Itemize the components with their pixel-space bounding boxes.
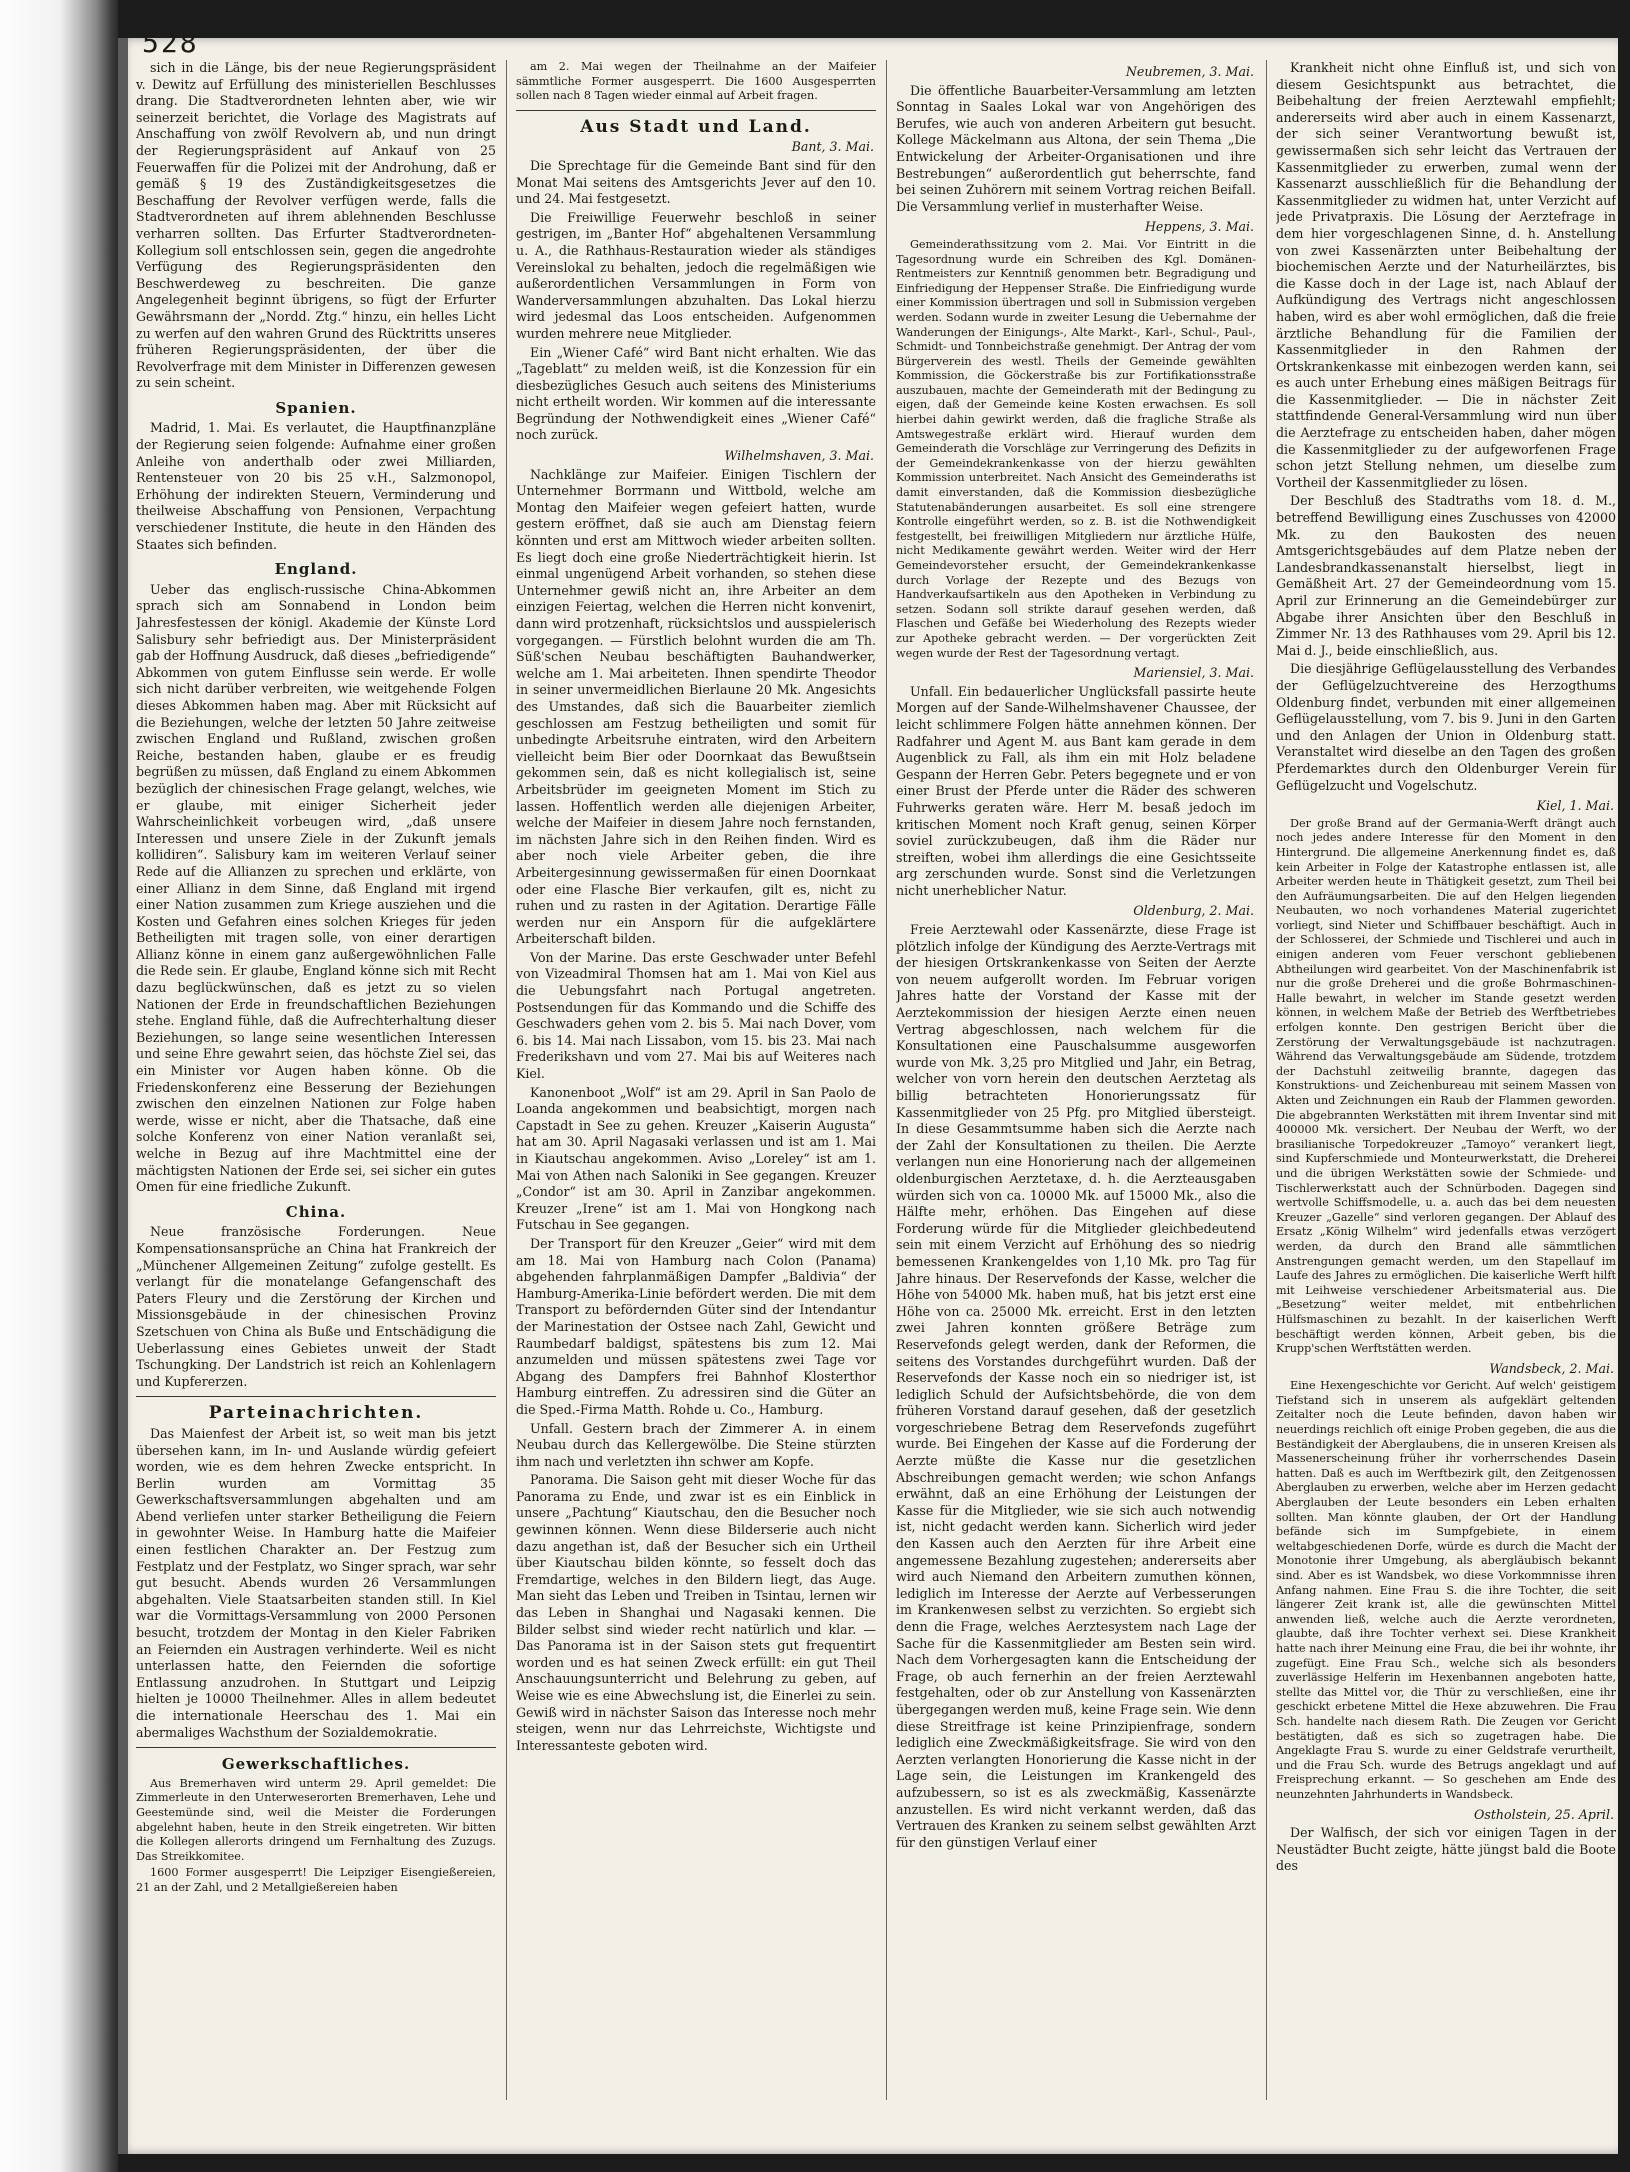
article-paragraph: Eine Hexengeschichte vor Gericht. Auf welch' geistigem Tiefstand sich in unserem als aufgeklärt geltenden Zeitalter noch die Leute befinden, davon haben wir neuerdings reichlich oft einige Proben gegeben, die aus die Beständigkeit der Aberglaubens, die in unseren Kreisen als Massenerscheinung früher ihr vorherrschendes Dasein hatten. Daß es auch im Werftbezirk gilt, den Zeitgenossen Aberglauben zu erwerben, welche aber im Herzen gedacht Aberglauben der Leute besonders ein Leben erhalten sollten. Man könnte glauben, der Ort der Handlung befände sich im Sumpfgebiete, in einem weltabgeschiedenen Dorfe, würde es durch die Macht der Monotonie ihrer Umgebung, als abergläubisch bekannt sind. Aber es ist Wandsbek, wo diese Vorkommnisse ihren Anfang nahmen. Eine Frau S. die ihre Tochter, die seit längerer Zeit krank ist, alle die gewünschten Mittel anwenden ließ, welche auch die Aerzte verordneten, glaubte, daß ihre Tochter verhext sei. Diese Krankheit hatte nach ihrer Meinung eine Frau, die bei ihr wohnte, ihr zugefügt. Eine Frau Sch., welche sich als besonders zuverlässige Helferin im Hexenbannen angeboten hatte, stellte das Mittel vor, die Thür zu verschließen, eine ihr geschickt erbetene Mittel die Hexe abzuwehren. Die Frau Sch. handelte nach diesem Rath. Die Zeugen vor Gericht bestätigten, daß es sich so zugetragen habe. Die Angeklagte Frau S. wurde zu einer Geldstrafe verurtheilt, und die Frau Sch. wurde des Betrugs angeklagt und auf Freisprechung erkannt. — So geschehen am Ende des neunzehnten Jahrhunderts in Wandsbeck. <box>1276 1379 1616 1801</box>
book-binding-edge <box>0 0 118 2172</box>
article-paragraph: Krankheit nicht ohne Einfluß ist, und sich von diesem Gesichtspunkt aus betrachtet, die Beibehaltung der freien Aerztewahl empfiehlt; andererseits wird aber auch in einem Kassenarzt, der sich seiner Verantwortung bewußt ist, gewissermaßen sich sehr leicht das Vertrauen der Kassenmitglieder zu erwerben, zumal wenn der Kassenarzt ausschließlich für die Behandlung der Kassenmitglieder zu widmen hat, unter Verzicht auf jede Privatpraxis. Die Lösung der Aerztefrage in dem hier vorgeschlagenen Sinne, d. h. Anstellung von zwei Kassenärzten unter Beibehaltung der biochemischen Aerzte und der Naturheilärztes, bis die Kasse doch in der Lage ist, nach Ablauf der Aufkündigung des Vertrags nicht angeschlossen haben, wird es aber wohl ermöglichen, daß die freie ärztliche Behandlung für die Familien der Kassenmitglieder in den Rahmen der Ortskrankenkasse mit einbezogen werden kann, sei es auch unter Erhebung eines mäßigen Beitrags für die Kassenmitglieder. — Die in nächster Zeit stattfindende General-Versammlung wird nun über die Aerztefrage zu entscheiden haben, daher mögen die Kassenmitglieder zu der aufgeworfenen Frage schon jetzt Stellung nehmen, um dieselbe zum Vortheil der Kassenmitglieder zu lösen. <box>1276 60 1616 490</box>
article-paragraph: Kanonenboot „Wolf“ ist am 29. April in San Paolo de Loanda angekommen und beabsichtigt, morgen nach Capstadt in See zu gehen. Kreuzer „Kaiserin Augusta“ hat am 30. April Nagasaki verlassen und ist am 1. Mai in Kiautschau angekommen. Aviso „Loreley“ ist am 1. Mai von Athen nach Saloniki in See gegangen. Kreuzer „Condor“ ist am 30. April in Zanzibar angekommen. Kreuzer „Irene“ ist am 1. Mai von Hongkong nach Futschau in See gegangen. <box>516 1084 876 1233</box>
dateline: Wilhelmshaven, 3. Mai. <box>724 448 874 464</box>
article-paragraph: Gemeinderathssitzung vom 2. Mai. Vor Eintritt in die Tagesordnung wurde ein Schreiben des Kgl. Domänen-Rentmeisters zur Kenntniß genommen betr. Begradigung und Einfriedigung der Heppenser Straße. Die Einfriedigung wurde einer Kommission übertragen und soll in Submission vergeben werden. Sodann wurde in zweiter Lesung die Uebernahme der Wanderungen der Einigungs-, Alte Markt-, Karl-, Schul-, Paul-, Schmidt- und Tonnbeichstraße genehmigt. Der Antrag der vom Bürgerverein des westl. Theils der Gemeinde gewählten Kommission, die Göckerstraße bis zur Fortifikationsstraße auszubauen, machte der Gemeinderath mit der Bedingung zu eigen, daß der Gemeinde keine Kosten erwachsen. Es soll hierbei dahin gewirkt werden, daß die fragliche Straße als Amtswegestraße erklärt wird. Hierauf wurden dem Gemeinderath die Vorschläge zur Verringerung des Defizits in der Gemeindekrankenkasse von der hierzu gewählten Kommission unterbreitet. Nach Ansicht des Gemeinderaths ist damit einverstanden, daß die Kommission diesbezügliche Statutenabänderungen ausarbeitet. Es soll eine strengere Kontrolle eingeführt werden, so z. B. ist die Nothwendigkeit festgestellt, bei freiwilligen Mitgliedern nur ärztliche Hülfe, nicht Medikamente gewährt werden. Weiter wird der Herr Gemeindevorsteher ersucht, der Gemeindekrankenkasse durch Vorlage der Rezepte und des Bezugs von Handverkaufsartikeln aus den Apotheken in Verbindung zu setzen. Sodann soll strikte darauf gesehen werden, daß Flaschen und Gefäße bei Wiederholung des Rezepts wieder zur Apotheke gebracht werden. — Der vorgerückten Zeit wegen wurde der Rest der Tagesordnung vertagt. <box>896 237 1256 660</box>
article-paragraph: Freie Aerztewahl oder Kassenärzte, diese Frage ist plötzlich infolge der Kündigung des Aerzte-Vertrags mit der hiesigen Ortskrankenkasse von Seiten der Aerzte von neuem aufgerollt worden. Im Februar vorigen Jahres hatte der Vorstand der Kasse mit der Aerztekommission der hiesigen Aerzte einen neuen Vertrag abgeschlossen, nach welchem für die Konsultationen eine Pauschalsumme ausgeworfen wurde von Mk. 3,25 pro Mitglied und Jahr, ein Betrag, welcher von vorn herein den deutschen Aerztetag als billig betrachteten Honorierungssatz für Kassenmitglieder von 25 Pfg. pro Mitglied übersteigt. In diese Gesammtsumme haben sich die Aerzte nach der Zahl der Konsultationen zu theilen. Die Aerzte verlangen nun eine Honorierung nach der allgemeinen oldenburgischen Aerztetaxe, d. h. die Aerzteausgaben würden sich von ca. 10000 Mk. auf 15000 Mk., also die Hälfte mehr, erhöhen. Das Eingehen auf diese Forderung würde für die Mitglieder gleichbedeutend sein mit einem Verzicht auf Erhöhung des so niedrig bemessenen Krankengeldes von 1,10 Mk. pro Tag für Jahre hinaus. Der Reservefonds der Kasse, welcher die Höhe von 54000 Mk. haben muß, hat bis jetzt erst eine Höhe von ca. 25000 Mk. erreicht. Erst in den letzten zwei Jahren konnten größere Beträge zum Reservefonds gelegt werden, dank der Reformen, die seitens des Vorstandes durchgeführt wurden. Daß der Reservefonds der Kasse noch ein so niedriger ist, ist lediglich Schuld der Aufsichtsbehörde, die von dem früheren Vorstand darauf gesehen, daß der gesetzlich vorgeschriebene Betrag dem Reservefonds zugeführt wurde. Bei Eingehen der Kasse auf die Forderung der Aerzte müßte die Kasse nur die gesetzlichen Abschreibungen gemacht werden; wie schon Anfangs erwähnt, daß an eine Erhöhung der Leistungen der Kasse für die Mitglieder, wie sie sich auch notwendig ist, nicht gedacht werden kann. Sicherlich wird jeder den Kassen auch den Aerzten für ihre Arbeit eine angemessene Bezahlung zugestehen; andererseits aber wird auch Niemand den Arbeitern zumuthen können, lediglich im Interesse der Aerzte auf Verbesserungen im Krankenwesen selbst zu verzichten. So ergiebt sich denn die Frage, welches Aerztesystem nach Lage der Sache für die Kassenmitglieder am Besten sein wird. Nach dem Vorhergesagten kann die Entscheidung der Frage, ob auch fernerhin an der freien Aerztewahl festgehalten, oder ob zur Anstellung von Kassenärzten übergegangen werden muß, keine Frage sein. Wie denn diese Streitfrage ist keine Prinzipienfrage, sondern lediglich eine Zweckmäßigkeitsfrage. Sie wird von den Aerzten verlangten Honorierung die Kasse nicht in der Lage sein, die Leistungen im Krankengeld des aufzubessern, so ist es als zweckmäßig, Kassenärzte anzustellen. Es wird nicht verkannt werden, daß das Vertrauen des Kranken zu seinem selbst gewählten Arzt für den günstigen Verlauf einer <box>896 922 1256 1850</box>
article-paragraph: Ueber das englisch-russische China-Abkommen sprach sich am Sonnabend in London beim Jahresfestessen der königl. Akademie der Künste Lord Salisbury sehr befriedigt aus. Der Ministerpräsident gab der Hoffnung Ausdruck, daß dieses „befriedigende“ Abkommen von gutem Einflusse sein werde. Er wolle sich nicht darüber verbreiten, wie weitgehende Folgen dieses Abkommen haben mag. Aber mit Rücksicht auf die Beziehungen, welche der letzten 50 Jahre zeitweise zwischen England und Rußland, zwischen großen Reiche, bestanden haben, glaube er es freudig begrüßen zu müssen, daß England zu einem Abkommen bezüglich der chinesischen Frage gelangt, welches, wie er glaube, mit einiger Sicherheit jeder Wahrscheinlichkeit vorbeugen wird, „daß unsere Interessen und unsere Ziele in der Zukunft jemals kollidiren“. Salisbury kam im weiteren Verlauf seiner Rede auf die Allianzen zu sprechen und erklärte, von einer Allianz in dem Sinne, daß England mit irgend einer Nation zusammen zum Kriege ausziehen und die Kosten und Gefahren eines solchen Krieges für jeden Betheiligten mit tragen solle, von einer derartigen Allianz könne in einem ganz außergewöhnlichen Falle die Rede sein. Er glaube, England könne sich mit Recht dazu beglückwünschen, daß es jetzt zu so vielen Nationen der Erde in freundschaftlichen Beziehungen stehe. England fühle, daß die Aufrechterhaltung dieser Beziehungen, so lange seine wesentlichen Interessen und seine Ehre gewahrt seien, das höchste Ziel sei, das ein Minister vor Augen haben könne. Ob die Friedenskonferenz eine Besserung der Beziehungen zwischen den einzelnen Nationen zur Folge haben werde, wisse er nicht, aber die Thatsache, daß eine solche Konferenz von einer Nation veranlaßt sei, welche in Bezug auf ihre Machtmittel eine der mächtigsten Nationen der Erde sei, sei sicher ein gutes Omen für eine friedliche Zukunft. <box>136 581 496 1195</box>
article-paragraph: Madrid, 1. Mai. Es verlautet, die Hauptfinanzpläne der Regierung seien folgende: Aufnahme einer großen Anleihe von anderthalb oder zwei Milliarden, Rentensteuer von 20 bis 25 v.H., Salzmonopol, Erhöhung der indirekten Steuern, Verminderung und theilweise Abschaffung von Pensionen, Verpachtung verschiedener Institute, die heute in den Händen des Staates sich befinden. <box>136 420 496 552</box>
page-number: 528 <box>142 26 199 59</box>
column-1 <box>136 60 496 2100</box>
column-3 <box>896 60 1256 2100</box>
dateline: Oldenburg, 2. Mai. <box>1133 903 1254 919</box>
article-paragraph: Die Sprechtage für die Gemeinde Bant sind für den Monat Mai seitens des Amtsgerichts Jever auf den 10. und 24. Mai festgesetzt. <box>516 157 876 207</box>
article-paragraph: Der Walfisch, der sich vor einigen Tagen in der Neustädter Bucht zeigte, hätte jüngst bald die Boote des <box>1276 1825 1616 1874</box>
dateline: Heppens, 3. Mai. <box>1144 219 1254 235</box>
article-paragraph: Unfall. Gestern brach der Zimmerer A. in einem Neubau durch das Kellergewölbe. Die Steine stürzten ihm nach und verletzten ihn schwer am Kopfe. <box>516 1420 876 1469</box>
article-paragraph: am 2. Mai wegen der Theilnahme an der Maifeier sämmtliche Former ausgesperrt. Die 1600 Ausgesperrten sollen nach 8 Tagen wieder einmal auf Arbeit fragen. <box>516 60 876 103</box>
section-rule <box>516 110 876 111</box>
section-rule <box>136 1396 496 1397</box>
section-heading: Gewerkschaftliches. <box>221 1755 411 1774</box>
article-paragraph: Der Transport für den Kreuzer „Geier“ wird mit dem am 18. Mai von Hamburg nach Colon (Panama) abgehenden fahrplanmäßigen Dampfer „Baldivia“ der Hamburg-Amerika-Linie befördert werden. Die mit dem Transport zu befördernden Güter sind der Intendantur der Marinestation der Ostsee nach Zahl, Gewicht und Raumbedarf baldigst, spätestens bis zum 12. Mai anzumelden und müssen spätestens zwei Tage vor Abgang des Dampfers frei Bahnhof Klosterthor Hamburg eintreffen. Zu adressiren sind die Güter an die Sped.-Firma Matth. Rohde u. Co., Hamburg. <box>516 1235 876 1417</box>
dateline: Mariensiel, 3. Mai. <box>1133 665 1254 681</box>
section-heading: Parteinachrichten. <box>208 1403 424 1424</box>
article-paragraph: Neue französische Forderungen. Neue Kompensationsansprüche an China hat Frankreich der „Münchener Allgemeinen Zeitung“ zufolge gestellt. Es verlangt für die monatelange Gefangenschaft des Paters Fleury und die Zerstörung der Kirchen und Missionsgebäude in der chinesischen Provinz Szetschuen von China als Buße und Entschädigung die Ueberlassung eines Gebietes unweit der Stadt Tschungking. Der Landstrich ist reich an Kohlenlagern und Kupfererzen. <box>136 1224 496 1389</box>
article-paragraph: Das Maienfest der Arbeit ist, so weit man bis jetzt übersehen kann, im In- und Auslande würdig gefeiert worden, wie es dem hehren Zwecke entspricht. In Berlin wurden am Vormittag 35 Gewerkschaftsversammlungen abgehalten und am Abend verliefen unter starker Betheiligung die Feiern in gewohnter Weise. In Hamburg hatte die Maifeier einen festlichen Charakter an. Der Festzug zum Festplatz und der Festplatz, wo Singer sprach, war sehr gut besucht. Abends wurden 26 Versammlungen abgehalten. Viele Staatsarbeiten standen still. In Kiel war die Vormittags-Versammlung von 2000 Personen besucht, trotzdem der Montag in den Kieler Fabriken an Feiernden ein Austragen verhinderte. Weil es nicht unterlassen hatte, den Feiernden die sofortige Entlassung anzudrohen. In Stuttgart und Leipzig hielten je 10000 Theilnehmer. Alles in allem bedeutet die internationale Heerschau des 1. Mai ein abermaliges Wachsthum der Sozialdemokratie. <box>136 1425 496 1740</box>
article-paragraph: Die diesjährige Geflügelausstellung des Verbandes der Geflügelzuchtvereine des Herzogthums Oldenburg findet, verbunden mit einer allgemeinen Geflügelausstellung, vom 7. bis 9. Juni in den Garten und den Anlagen der Union in Oldenburg statt. Veranstaltet wird dieselbe an den Tagen des großen Pferdemarktes durch den Oldenburger Verein für Geflügelzucht und Vogelschutz. <box>1276 661 1616 793</box>
dateline: Bant, 3. Mai. <box>791 139 874 155</box>
article-paragraph: Von der Marine. Das erste Geschwader unter Befehl von Vizeadmiral Thomsen hat am 1. Mai von Kiel aus die Uebungsfahrt nach Portugal angetreten. Postsendungen für das Kommando und die Schiffe des Geschwaders gehen vom 2. bis 5. Mai nach Dover, vom 6. bis 14. Mai nach Lissabon, vom 15. bis 23. Mai nach Frederikshavn und vom 27. Mai bis auf Weiteres nach Kiel. <box>516 949 876 1082</box>
column-divider <box>506 60 507 2100</box>
article-paragraph: Nachklänge zur Maifeier. Einigen Tischlern der Unternehmer Borrmann und Wittbold, welche am Montag den Maifeier wegen gefeiert hatten, wurde gestern eröffnet, daß sie auch am Dienstag feiern könnten und erst am Mittwoch wieder arbeiten sollten. Es liegt doch eine große Niederträchtigkeit hierin. Ist einmal ungenügend Arbeit vorhanden, so stehen diese Unternehmer gewiß nicht an, ihre Arbeiter an dem einzigen Feiertag, welchen die Herren nicht konvenirt, dann wird protzenhaft, rücksichtslos und ausspielerisch vorgegangen. — Fürstlich belohnt wurden die am Th. Süß'schen Neubau beschäftigten Bauhandwerker, welche am 1. Mai arbeiteten. Ihnen spendirte Theodor in seiner unvermeidlichen Bierlaune 20 Mk. Angesichts des Umstandes, daß sich die Bauarbeiter ziemlich geschlossen am Festzug betheiligten und somit für unbedingte Arbeitsruhe eintraten, wird den Arbeitern vielleicht beim Bier oder Doornkaat das Bewußtsein gekommen sein, daß es nicht kollegialisch ist, seine Arbeitsbrüder im geeigneten Moment im Stich zu lassen. Hoffentlich werden alle diejenigen Arbeiter, welche der Maifeier in diesem Jahre noch fernstanden, im nächsten Jahre sich in den Reihen finden. Wird es aber noch viele Arbeiter geben, die ihre Arbeitergesinnung gewissermaßen für einen Doornkaat oder eine Flasche Bier verkaufen, gilt es, nicht zu ruhen und zu rasten in der Agitation. Derartige Fälle werden nur ein Ansporn für die aufgeklärtere Arbeiterschaft bilden. <box>516 466 876 947</box>
section-heading: England. <box>274 560 358 579</box>
column-2 <box>516 60 876 2100</box>
article-paragraph: Der Beschluß des Stadtraths vom 18. d. M., betreffend Bewilligung eines Zuschusses von 42000 Mk. zu den Baukosten des neuen Amtsgerichtsgebäudes auf dem Platze neben der Landesbrandkassenanstalt hierselbst, liegt in Gemäßheit Art. 27 der Gemeindeordnung vom 15. April zur Erinnerung an die Gemeindebürger zur Abgabe ihrer Ansichten über den Beschluß in Zimmer Nr. 13 des Rathhauses vom 29. April bis 12. Mai d. J., beide einschließlich, aus. <box>1276 493 1616 658</box>
section-heading: Aus Stadt und Land. <box>580 116 812 137</box>
article-paragraph: Die öffentliche Bauarbeiter-Versammlung am letzten Sonntag in Saales Lokal war von Angehörigen des Berufes, wie auch von anderen Arbeitern gut besucht. Kollege Mäckelmann aus Altona, der sein Thema „Die Entwickelung der Arbeiter-Organisationen und ihre Bestrebungen“ außerordentlich gut beherrschte, fand bei seinen Zuhörern mit seinem Vortrag reichen Beifall. Die Versammlung verlief in musterhafter Weise. <box>896 82 1256 214</box>
article-paragraph: sich in die Länge, bis der neue Regierungspräsident v. Dewitz auf Erfüllung des ministeriellen Beschlusses drang. Die Stadtverordneten lehnten aber, wie wir seinerzeit berichtet, die Vorlage des Magistrats auf Anschaffung von zwölf Revolvern ab, und nun dringt der Regierungspräsident auf Ankauf von 25 Feuerwaffen für die Polizei mit der Androhung, daß er gemäß § 19 des Zuständigkeitsgesetzes die Beschaffung der Revolver verfügen werde, falls die Stadtverordneten auf ihrem ablehnenden Beschlusse verharren sollten. Das Erfurter Stadtverordneten-Kollegium soll entschlossen sein, gegen die angedrohte Verfügung des Regierungspräsidenten den Beschwerdeweg zu beschreiten. Die ganze Angelegenheit beginnt übrigens, so fügt der Erfurter Gewährsmann der „Nordd. Ztg.“ hinzu, ein helles Licht zu werfen auf den wahren Grund des Rücktritts unseres früheren Regierungspräsidenten, der über die Revolverfrage mit dem Minister in Differenzen gewesen zu sein scheint. <box>136 60 496 391</box>
dateline: Kiel, 1. Mai. <box>1536 798 1614 814</box>
section-heading: Spanien. <box>275 398 357 417</box>
dateline: Wandsbeck, 2. Mai. <box>1489 1360 1614 1376</box>
column-divider <box>886 60 887 2100</box>
article-paragraph: Ein „Wiener Café“ wird Bant nicht erhalten. Wie das „Tageblatt“ zu melden weiß, ist die Konzession für ein diesbezügliches Gesuch auch seitens des Ministeriums nicht ertheilt worden. Wir kommen auf die interessante Begründung der Nothwendigkeit eines „Wiener Café“ noch zurück. <box>516 344 876 443</box>
section-rule <box>136 1747 496 1748</box>
dateline: Neubremen, 3. Mai. <box>1125 64 1254 79</box>
article-paragraph: Der große Brand auf der Germania-Werft drängt auch noch jedes andere Interesse für den Moment in den Hintergrund. Die allgemeine Anerkennung findet es, daß kein Arbeiter in Folge der Katastrophe entlassen ist, alle Arbeiter werden heute in Thätigkeit gesetzt, zum Theil bei den Aufräumungsarbeiten. Die auf den Helgen liegenden Neubauten, wo noch vorhandenes Material zugerichtet vorliegt, sind Nieter und Schiffbauer beschäftigt. Auch in der Schlosserei, der Schmiede und Tischlerei und auch in einigen anderen vom Feuer verschont gebliebenen Abtheilungen wird gearbeitet. Von der Maschinenfabrik ist nur die große Dreherei und die große Bohrmaschinen-Halle bewahrt, in welcher im Stande gesetzt werden können, in welchem Maße der Betrieb des Werftbetriebes erfolgen konnte. Den gestrigen Bericht über die Zerstörung der Verwaltungsgebäude ist nachzutragen. Während das Verwaltungsgebäude am Südende, trotzdem der Dachstuhl zeitweilig brannte, dagegen das Konstruktions- und Zeichenbureau mit seinem Massen von Akten und Zeichnungen ein Raub der Flammen geworden. Die abgebrannten Werkstätten mit ihrem Inventar sind mit 400000 Mk. versichert. Der Neubau der Werft, wo der brasilianische Torpedokreuzer „Tamoyo“ verankert liegt, sind Kupferschmiede und Monteurwerkstatt, die Dreherei und die übrigen Werkstätten sowie der Schmiede- und Tischlerwerkstatt auch der Schnürboden. Dagegen sind wertvolle Schiffsmodelle, u. a. auch das bei dem neuesten Kreuzer „Gazelle“ sind verloren gegangen. Der Ablauf des Ersatz „König Wilhelm“ wird jedenfalls etwas verzögert werden, da durch den Brand alle sämmtlichen Anstrengungen gemacht werden, um den Stapellauf im Laufe des Jahres zu ermöglichen. Die kaiserliche Werft hilft mit Leihweise verschiedener Arbeitsmaterial aus. Die „Besetzung“ weiter meldet, mit entbehrlichen Hülfsmaschinen zu bezahlt. In der kaiserlichen Werft beschäftigt werden können, Arbeit geben, bis die Krupp'schen Werftstätten werden. <box>1276 816 1616 1356</box>
article-paragraph: 1600 Former ausgesperrt! Die Leipziger Eisengießereien, 21 an der Zahl, und 2 Metallgießereien haben <box>136 1866 496 1894</box>
article-paragraph: Unfall. Ein bedauerlicher Unglücksfall passirte heute Morgen auf der Sande-Wilhelmshavener Chaussee, der leicht schlimmere Folgen hätte annehmen können. Der Radfahrer und Agent M. aus Bant kam gerade in dem Augenblick zu Fall, als ihm ein mit Holz beladene Gespann der Herren Gebr. Peters begegnete und er von einer Brust der Pferde unter die Räder des schweren Fuhrwerks geraten wäre. Herr M. besaß jedoch im kritischen Moment noch Kraft genug, seinen Körper soviel zurückzubeugen, daß ihm die Räder nur streiften, wobei ihm allerdings die eine Gesichtsseite arg zerschunden wurde. Sonst sind die Verletzungen nicht unerheblicher Natur. <box>896 683 1256 898</box>
article-paragraph: Panorama. Die Saison geht mit dieser Woche für das Panorama zu Ende, und zwar ist es ein Einblick in unsere „Pachtung“ Kiautschau, den die Besucher noch gewinnen können. Wenn diese Bilderserie auch nicht dazu angethan ist, daß der Besucher sich ein Urtheil über Kiautschau bilden könnte, so fesselt doch das Fremdartige, welches in den Bildern liegt, das Auge. Man sieht das Leben und Treiben in Tsintau, lernen wir das Leben in Shanghai und Nagasaki kennen. Die Bilder selbst sind wieder recht natürlich und klar. — Das Panorama ist in der Saison stets gut frequentirt worden und es hat seinen Zweck erfüllt: ein gut Theil Anschauungsunterricht und Belehrung zu geben, auf Weise wie es eine Abwechslung ist, die Einerlei zu sein. Gewiß wird in nächster Saison das Interesse noch mehr steigen, wenn nur das Lehrreichste, Wichtigste und Interessanteste geboten wird. <box>516 1472 876 1753</box>
page-gutter-shadow <box>118 38 128 2154</box>
column-4 <box>1276 60 1616 2100</box>
column-divider <box>1266 60 1267 2100</box>
dateline: Ostholstein, 25. April. <box>1474 1806 1614 1822</box>
article-paragraph: Aus Bremerhaven wird unterm 29. April gemeldet: Die Zimmerleute in den Unterweserorten Bremerhaven, Lehe und Geestemünde sind, weil die Meister die Forderungen abgelehnt haben, heute in den Streik eingetreten. Wir bitten die Kollegen allerorts dringend um Fernhaltung des Zuzugs. Das Streikkomitee. <box>136 1776 496 1863</box>
article-paragraph: Die Freiwillige Feuerwehr beschloß in seiner gestrigen, im „Banter Hof“ abgehaltenen Versammlung u. A., die Rathhaus-Restauration wieder als ständiges Vereinslokal zu behalten, jedoch die regelmäßigen wie außerordentlichen Versammlungen in Form von Wanderversammlungen abzuhalten. Das Lokal hierzu wird jedesmal das Loos entscheiden. Aufgenommen wurden mehrere neue Mitglieder. <box>516 209 876 341</box>
section-heading: China. <box>285 1202 347 1221</box>
